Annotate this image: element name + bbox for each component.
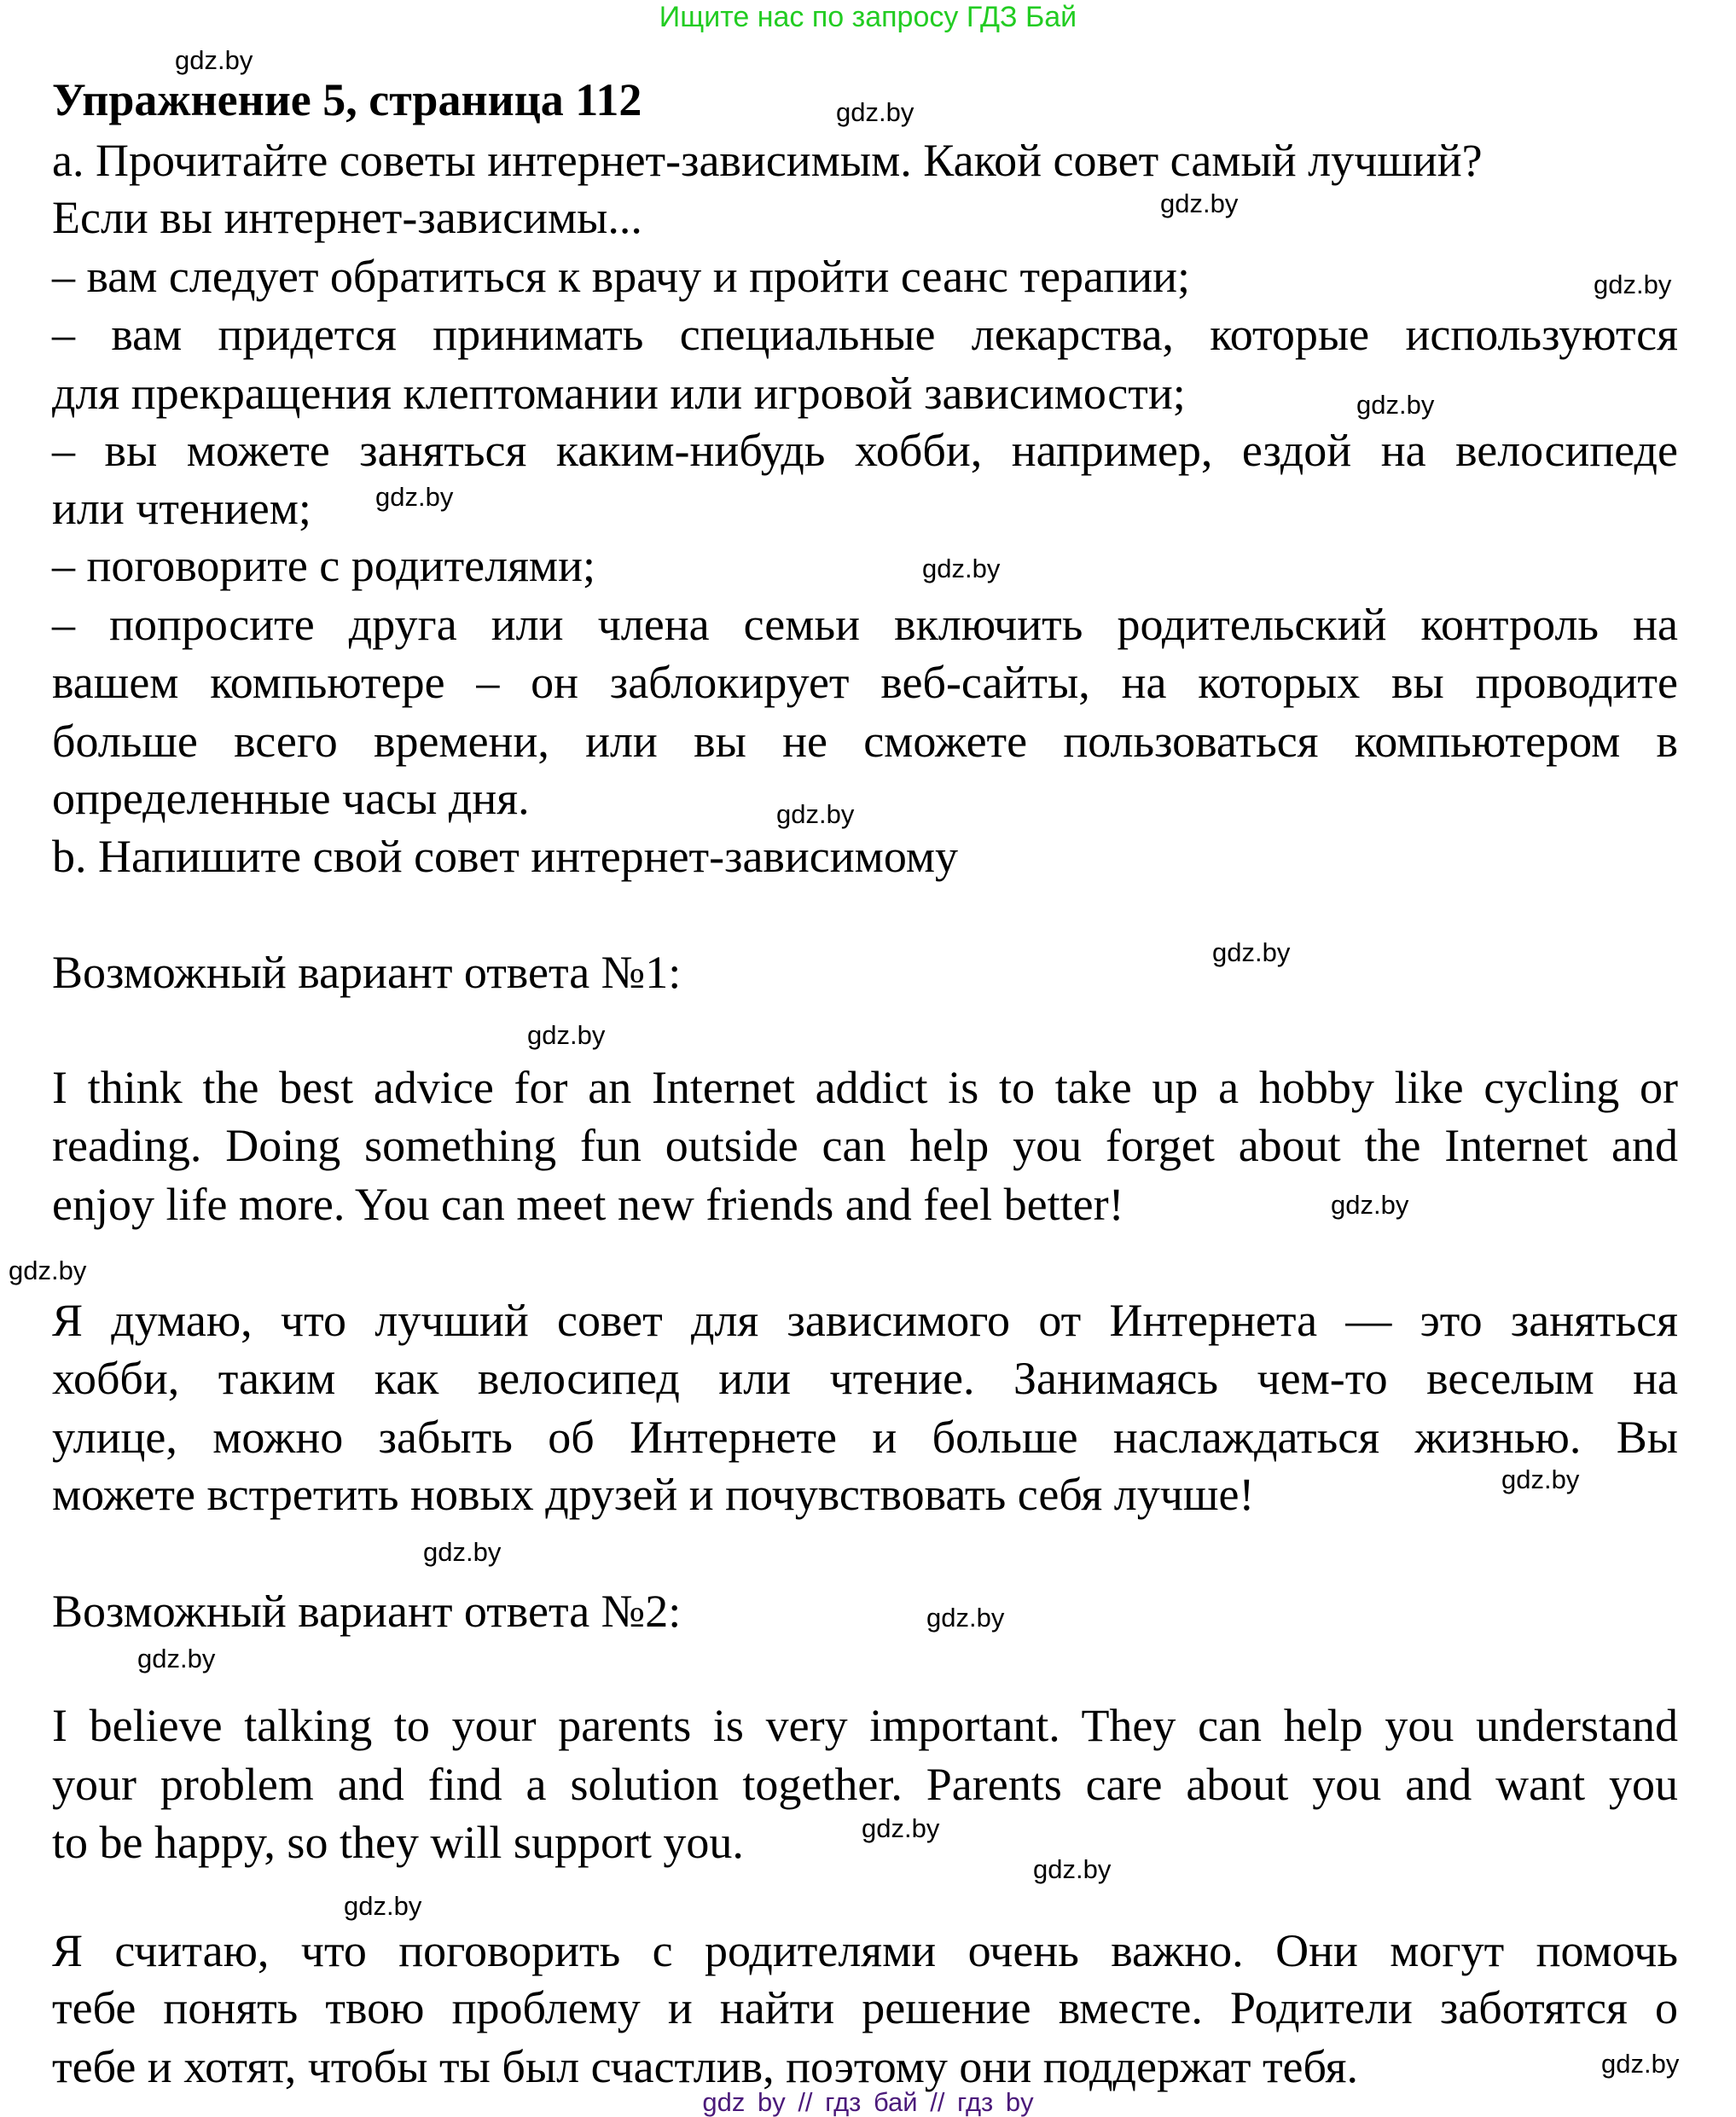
- watermark: gdz.by: [175, 45, 253, 75]
- task-a-line: вашем компьютере – он заблокирует веб-сайты, на которых вы проводите: [52, 657, 1678, 708]
- watermark: gdz.by: [344, 1891, 422, 1921]
- watermark: gdz.by: [423, 1537, 502, 1567]
- task-a-line: определенные часы дня.: [52, 773, 530, 824]
- watermark: gdz.by: [1501, 1464, 1580, 1494]
- task-a-line: Если вы интернет-зависимы...: [52, 192, 642, 243]
- answer2-english-line: I believe talking to your parents is very important. They can help you understand: [52, 1700, 1678, 1751]
- watermark: gdz.by: [527, 1020, 606, 1050]
- task-a-line: – попросите друга или члена семьи включить родительский контроль на: [52, 599, 1678, 650]
- task-a-line: – вы можете заняться каким-нибудь хобби, например, ездой на велосипеде: [52, 425, 1678, 476]
- watermark: gdz.by: [1331, 1190, 1409, 1220]
- watermark: gdz.by: [862, 1813, 940, 1843]
- task-a-line: – поговорите с родителями;: [52, 540, 596, 591]
- answer1-english-line: enjoy life more. You can meet new friends and feel better!: [52, 1179, 1124, 1230]
- footer-links[interactable]: gdz by // гдз бай // гдз by: [702, 2087, 1034, 2117]
- watermark: gdz.by: [137, 1644, 216, 1673]
- page-title: Упражнение 5, страница 112: [52, 74, 642, 125]
- answer2-russian-line: Я считаю, что поговорить с родителями очень важно. Они могут помочь: [52, 1925, 1678, 1976]
- answer1-english-line: reading. Doing something fun outside can help you forget about the Internet and: [52, 1120, 1678, 1171]
- search-banner[interactable]: Ищите нас по запросу ГДЗ Бай: [659, 1, 1077, 33]
- watermark: gdz.by: [836, 97, 914, 127]
- task-a-line: или чтением;: [52, 483, 311, 534]
- task-b: b. Напишите свой совет интернет-зависимому: [52, 831, 958, 882]
- watermark: gdz.by: [1594, 270, 1672, 299]
- answer2-english-line: to be happy, so they will support you.: [52, 1817, 744, 1868]
- watermark: gdz.by: [375, 482, 454, 512]
- watermark: gdz.by: [1601, 2049, 1680, 2079]
- task-a-line: – вам следует обратиться к врачу и пройти сеанс терапии;: [52, 251, 1190, 302]
- answer2-english-line: your problem and find a solution together. Parents care about you and want you: [52, 1759, 1678, 1810]
- watermark: gdz.by: [1212, 937, 1291, 967]
- answer1-russian-line: улице, можно забыть об Интернете и больше наслаждаться жизнью. Вы: [52, 1412, 1678, 1463]
- task-a-line: – вам придется принимать специальные лекарства, которые используются: [52, 309, 1678, 360]
- answer2-russian-line: тебе понять твою проблему и найти решение вместе. Родители заботятся о: [52, 1982, 1678, 2033]
- watermark: gdz.by: [1033, 1854, 1112, 1884]
- watermark: gdz.by: [922, 554, 1001, 583]
- task-a-line: больше всего времени, или вы не сможете пользоваться компьютером в: [52, 716, 1678, 767]
- answer1-heading: Возможный вариант ответа №1:: [52, 947, 682, 998]
- answer1-russian-line: хобби, таким как велосипед или чтение. Занимаясь чем-то веселым на: [52, 1353, 1678, 1404]
- watermark: gdz.by: [1160, 188, 1239, 218]
- answer1-russian-line: можете встретить новых друзей и почувствовать себя лучше!: [52, 1469, 1255, 1520]
- answer1-russian-line: Я думаю, что лучший совет для зависимого от Интернета — это заняться: [52, 1295, 1678, 1346]
- watermark: gdz.by: [926, 1603, 1005, 1633]
- watermark: gdz.by: [1356, 390, 1435, 420]
- answer2-heading: Возможный вариант ответа №2:: [52, 1586, 682, 1637]
- task-a-line: a. Прочитайте советы интернет-зависимым. Какой совет самый лучший?: [52, 135, 1483, 186]
- task-a-line: для прекращения клептомании или игровой зависимости;: [52, 368, 1186, 419]
- watermark: gdz.by: [9, 1256, 87, 1285]
- answer1-english-line: I think the best advice for an Internet addict is to take up a hobby like cycling or: [52, 1062, 1678, 1113]
- answer2-russian-line: тебе и хотят, чтобы ты был счастлив, поэтому они поддержат тебя.: [52, 2041, 1358, 2092]
- watermark: gdz.by: [776, 799, 855, 829]
